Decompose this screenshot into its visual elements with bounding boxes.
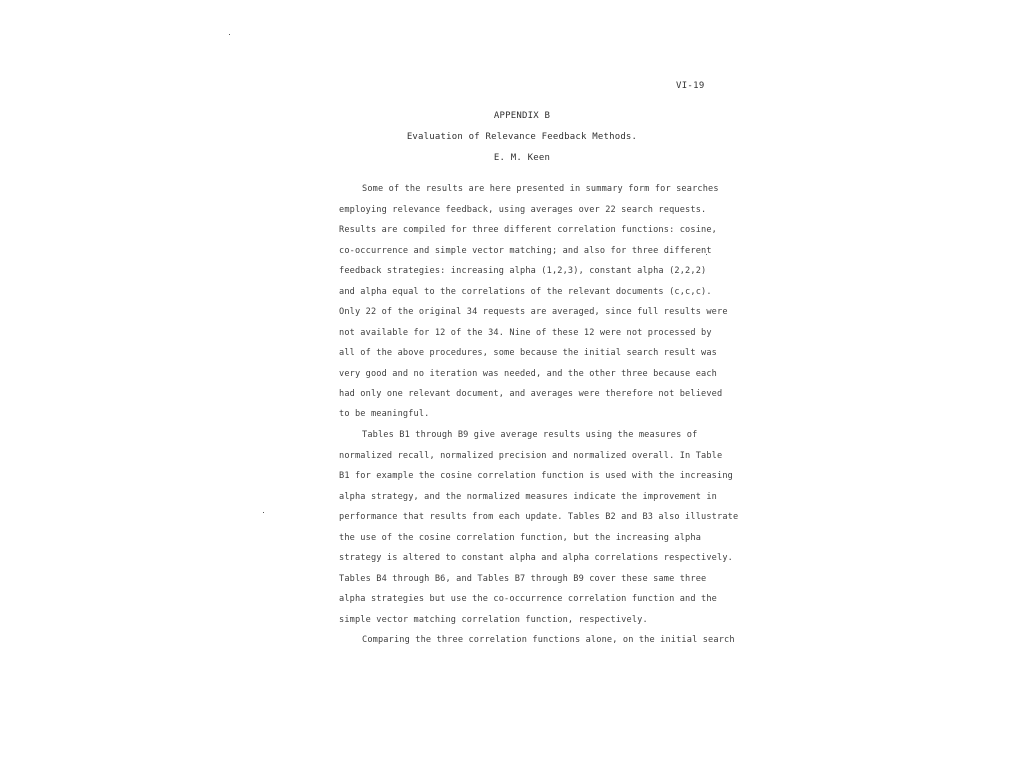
document-title: Evaluation of Relevance Feedback Methods. xyxy=(406,132,638,142)
body-line: not available for 12 of the 34. Nine of these 12 were not processed by xyxy=(339,328,712,338)
body-line: had only one relevant document, and averages were therefore not believed xyxy=(339,389,723,399)
appendix-title: APPENDIX B xyxy=(493,111,551,121)
body-line: to be meaningful. xyxy=(339,409,430,419)
body-line: Comparing the three correlation functions alone, on the initial search xyxy=(362,635,735,645)
body-line: the use of the cosine correlation function, but the increasing alpha xyxy=(339,533,702,543)
page-number: VI-19 xyxy=(676,81,705,91)
body-line: feedback strategies: increasing alpha (1,2,3), constant alpha (2,2,2) xyxy=(339,266,707,276)
body-line: co-occurrence and simple vector matching; and also for three different xyxy=(339,246,712,256)
body-line: Tables B4 through B6, and Tables B7 through B9 cover these same three xyxy=(339,574,707,584)
body-line: B1 for example the cosine correlation function is used with the increasing xyxy=(339,471,733,481)
body-line: Some of the results are here presented in summary form for searches xyxy=(362,184,719,194)
body-line: and alpha equal to the correlations of the relevant documents (c,c,c). xyxy=(339,287,712,297)
scan-speck xyxy=(229,34,230,35)
body-line: Only 22 of the original 34 requests are averaged, since full results were xyxy=(339,307,728,317)
body-line: Results are compiled for three different correlation functions: cosine, xyxy=(339,225,717,235)
body-line: alpha strategies but use the co-occurrence correlation function and the xyxy=(339,594,717,604)
body-line: strategy is altered to constant alpha and alpha correlations respectively. xyxy=(339,553,733,563)
body-line: Tables B1 through B9 give average results using the measures of xyxy=(362,430,698,440)
scan-speck xyxy=(263,512,264,513)
body-line: simple vector matching correlation function, respectively. xyxy=(339,615,648,625)
body-line: very good and no iteration was needed, and the other three because each xyxy=(339,369,717,379)
body-line: alpha strategy, and the normalized measures indicate the improvement in xyxy=(339,492,717,502)
body-line: all of the above procedures, some because the initial search result was xyxy=(339,348,717,358)
body-line: employing relevance feedback, using averages over 22 search requests. xyxy=(339,205,707,215)
body-line: performance that results from each update. Tables B2 and B3 also illustrate xyxy=(339,512,739,522)
body-line: normalized recall, normalized precision and normalized overall. In Table xyxy=(339,451,723,461)
author-name: E. M. Keen xyxy=(493,153,551,163)
